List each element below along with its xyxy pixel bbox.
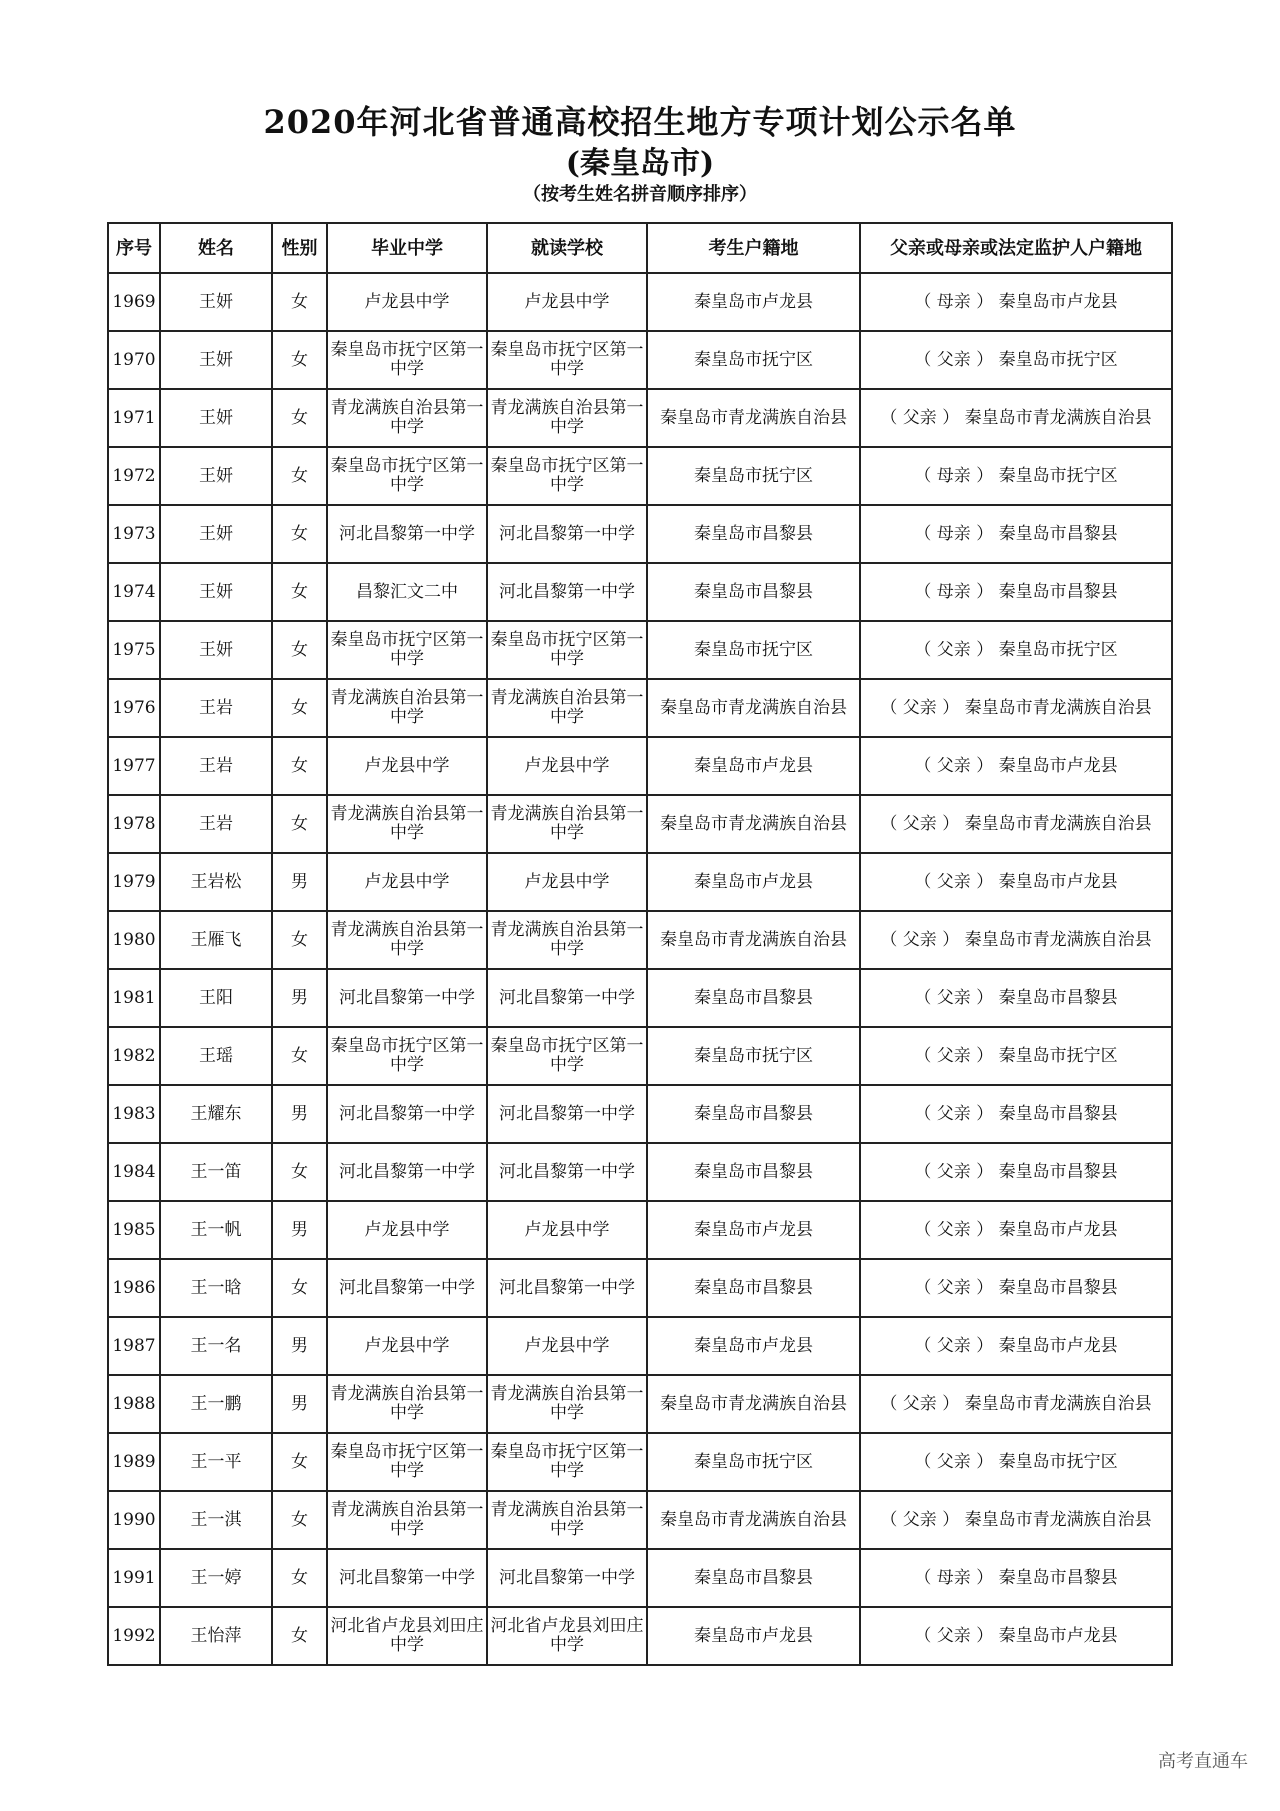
table-header-row: [108, 223, 1172, 273]
cell-name: 王雁飞: [160, 911, 272, 969]
cell-name: 王一平: [160, 1433, 272, 1491]
cell-student-residence: 秦皇岛市卢龙县: [647, 737, 860, 795]
cell-student-residence: 秦皇岛市昌黎县: [647, 505, 860, 563]
cell-graduation-school: 河北省卢龙县刘田庄中学: [327, 1607, 487, 1665]
cell-current-school: 河北昌黎第一中学: [487, 505, 647, 563]
cell-gender: 男: [272, 1085, 327, 1143]
cell-student-residence: 秦皇岛市青龙满族自治县: [647, 679, 860, 737]
cell-current-school: 青龙满族自治县第一中学: [487, 795, 647, 853]
cell-seq: 1989: [108, 1433, 160, 1491]
cell-current-school: 秦皇岛市抚宁区第一中学: [487, 1027, 647, 1085]
header-name: 姓名: [160, 223, 272, 273]
cell-guardian-residence: （ 父亲 ） 秦皇岛市卢龙县: [860, 1317, 1172, 1375]
cell-student-residence: 秦皇岛市抚宁区: [647, 621, 860, 679]
cell-gender: 女: [272, 737, 327, 795]
cell-graduation-school: 卢龙县中学: [327, 1317, 487, 1375]
cell-name: 王怡萍: [160, 1607, 272, 1665]
cell-gender: 女: [272, 621, 327, 679]
cell-name: 王妍: [160, 389, 272, 447]
table-row: [108, 969, 1172, 1027]
cell-guardian-residence: （ 母亲 ） 秦皇岛市抚宁区: [860, 447, 1172, 505]
cell-student-residence: 秦皇岛市抚宁区: [647, 1433, 860, 1491]
cell-student-residence: 秦皇岛市昌黎县: [647, 1143, 860, 1201]
cell-seq: 1979: [108, 853, 160, 911]
cell-guardian-residence: （ 父亲 ） 秦皇岛市青龙满族自治县: [860, 911, 1172, 969]
cell-graduation-school: 青龙满族自治县第一中学: [327, 795, 487, 853]
cell-name: 王岩: [160, 679, 272, 737]
cell-guardian-residence: （ 父亲 ） 秦皇岛市青龙满族自治县: [860, 679, 1172, 737]
cell-guardian-residence: （ 父亲 ） 秦皇岛市卢龙县: [860, 1607, 1172, 1665]
roster-table: [107, 222, 1173, 1666]
table-row: [108, 447, 1172, 505]
cell-guardian-residence: （ 父亲 ） 秦皇岛市昌黎县: [860, 1143, 1172, 1201]
table-row: [108, 331, 1172, 389]
cell-guardian-residence: （ 父亲 ） 秦皇岛市青龙满族自治县: [860, 389, 1172, 447]
cell-seq: 1977: [108, 737, 160, 795]
table-row: [108, 1549, 1172, 1607]
cell-student-residence: 秦皇岛市卢龙县: [647, 853, 860, 911]
cell-seq: 1976: [108, 679, 160, 737]
cell-guardian-residence: （ 母亲 ） 秦皇岛市昌黎县: [860, 563, 1172, 621]
cell-seq: 1973: [108, 505, 160, 563]
cell-graduation-school: 青龙满族自治县第一中学: [327, 1375, 487, 1433]
cell-name: 王妍: [160, 447, 272, 505]
table-row: [108, 389, 1172, 447]
cell-current-school: 河北昌黎第一中学: [487, 1259, 647, 1317]
cell-guardian-residence: （ 父亲 ） 秦皇岛市昌黎县: [860, 1259, 1172, 1317]
cell-current-school: 秦皇岛市抚宁区第一中学: [487, 331, 647, 389]
cell-student-residence: 秦皇岛市昌黎县: [647, 969, 860, 1027]
cell-graduation-school: 秦皇岛市抚宁区第一中学: [327, 1433, 487, 1491]
sort-note: （按考生姓名拼音顺序排序）: [523, 184, 757, 205]
cell-student-residence: 秦皇岛市卢龙县: [647, 273, 860, 331]
cell-gender: 女: [272, 273, 327, 331]
cell-student-residence: 秦皇岛市青龙满族自治县: [647, 389, 860, 447]
cell-current-school: 青龙满族自治县第一中学: [487, 679, 647, 737]
cell-gender: 女: [272, 1549, 327, 1607]
table-row: [108, 505, 1172, 563]
cell-current-school: 卢龙县中学: [487, 853, 647, 911]
cell-gender: 女: [272, 505, 327, 563]
cell-seq: 1980: [108, 911, 160, 969]
cell-name: 王妍: [160, 505, 272, 563]
cell-guardian-residence: （ 父亲 ） 秦皇岛市抚宁区: [860, 621, 1172, 679]
header-current-school: 就读学校: [487, 223, 647, 273]
cell-name: 王一名: [160, 1317, 272, 1375]
cell-gender: 女: [272, 679, 327, 737]
cell-seq: 1991: [108, 1549, 160, 1607]
cell-name: 王阳: [160, 969, 272, 1027]
cell-seq: 1982: [108, 1027, 160, 1085]
cell-seq: 1974: [108, 563, 160, 621]
table-row: [108, 1259, 1172, 1317]
cell-gender: 女: [272, 563, 327, 621]
cell-gender: 女: [272, 1259, 327, 1317]
cell-name: 王一帆: [160, 1201, 272, 1259]
cell-current-school: 青龙满族自治县第一中学: [487, 1491, 647, 1549]
cell-graduation-school: 河北昌黎第一中学: [327, 1143, 487, 1201]
cell-graduation-school: 秦皇岛市抚宁区第一中学: [327, 1027, 487, 1085]
table-row: [108, 1375, 1172, 1433]
table-row: [108, 1143, 1172, 1201]
cell-gender: 男: [272, 1375, 327, 1433]
table-row: [108, 1607, 1172, 1665]
cell-current-school: 卢龙县中学: [487, 1317, 647, 1375]
cell-gender: 女: [272, 795, 327, 853]
cell-current-school: 河北昌黎第一中学: [487, 969, 647, 1027]
page-title: 2020年河北省普通高校招生地方专项计划公示名单: [263, 103, 1017, 141]
cell-current-school: 河北昌黎第一中学: [487, 1143, 647, 1201]
cell-graduation-school: 秦皇岛市抚宁区第一中学: [327, 621, 487, 679]
table-row: [108, 911, 1172, 969]
cell-seq: 1972: [108, 447, 160, 505]
cell-name: 王一笛: [160, 1143, 272, 1201]
cell-gender: 男: [272, 1201, 327, 1259]
cell-student-residence: 秦皇岛市卢龙县: [647, 1317, 860, 1375]
cell-gender: 男: [272, 969, 327, 1027]
cell-guardian-residence: （ 父亲 ） 秦皇岛市昌黎县: [860, 1085, 1172, 1143]
cell-name: 王妍: [160, 621, 272, 679]
page-subtitle: (秦皇岛市): [565, 146, 715, 181]
cell-name: 王岩: [160, 795, 272, 853]
cell-current-school: 秦皇岛市抚宁区第一中学: [487, 447, 647, 505]
cell-name: 王一淇: [160, 1491, 272, 1549]
cell-seq: 1969: [108, 273, 160, 331]
cell-guardian-residence: （ 父亲 ） 秦皇岛市抚宁区: [860, 1433, 1172, 1491]
cell-graduation-school: 河北昌黎第一中学: [327, 969, 487, 1027]
cell-guardian-residence: （ 父亲 ） 秦皇岛市抚宁区: [860, 1027, 1172, 1085]
table-row: [108, 795, 1172, 853]
cell-guardian-residence: （ 父亲 ） 秦皇岛市昌黎县: [860, 969, 1172, 1027]
cell-student-residence: 秦皇岛市卢龙县: [647, 1201, 860, 1259]
cell-student-residence: 秦皇岛市昌黎县: [647, 563, 860, 621]
cell-name: 王耀东: [160, 1085, 272, 1143]
cell-graduation-school: 秦皇岛市抚宁区第一中学: [327, 331, 487, 389]
cell-seq: 1990: [108, 1491, 160, 1549]
cell-graduation-school: 昌黎汇文二中: [327, 563, 487, 621]
cell-student-residence: 秦皇岛市抚宁区: [647, 1027, 860, 1085]
cell-name: 王一鹏: [160, 1375, 272, 1433]
cell-graduation-school: 青龙满族自治县第一中学: [327, 911, 487, 969]
cell-student-residence: 秦皇岛市青龙满族自治县: [647, 1491, 860, 1549]
cell-graduation-school: 河北昌黎第一中学: [327, 1085, 487, 1143]
watermark: 高考直通车: [1158, 1751, 1248, 1772]
cell-name: 王妍: [160, 563, 272, 621]
cell-guardian-residence: （ 母亲 ） 秦皇岛市昌黎县: [860, 505, 1172, 563]
cell-seq: 1983: [108, 1085, 160, 1143]
cell-gender: 女: [272, 447, 327, 505]
cell-seq: 1971: [108, 389, 160, 447]
cell-guardian-residence: （ 父亲 ） 秦皇岛市卢龙县: [860, 1201, 1172, 1259]
table-row: [108, 737, 1172, 795]
cell-student-residence: 秦皇岛市抚宁区: [647, 447, 860, 505]
cell-gender: 女: [272, 911, 327, 969]
cell-guardian-residence: （ 母亲 ） 秦皇岛市昌黎县: [860, 1549, 1172, 1607]
cell-gender: 男: [272, 853, 327, 911]
cell-name: 王一婷: [160, 1549, 272, 1607]
cell-graduation-school: 秦皇岛市抚宁区第一中学: [327, 447, 487, 505]
cell-name: 王妍: [160, 331, 272, 389]
cell-seq: 1985: [108, 1201, 160, 1259]
table-row: [108, 1491, 1172, 1549]
cell-student-residence: 秦皇岛市昌黎县: [647, 1085, 860, 1143]
cell-seq: 1987: [108, 1317, 160, 1375]
cell-seq: 1981: [108, 969, 160, 1027]
cell-graduation-school: 河北昌黎第一中学: [327, 1549, 487, 1607]
table-row: [108, 621, 1172, 679]
cell-guardian-residence: （ 母亲 ） 秦皇岛市卢龙县: [860, 273, 1172, 331]
cell-current-school: 卢龙县中学: [487, 273, 647, 331]
table-row: [108, 563, 1172, 621]
cell-seq: 1988: [108, 1375, 160, 1433]
cell-name: 王一晗: [160, 1259, 272, 1317]
cell-current-school: 秦皇岛市抚宁区第一中学: [487, 621, 647, 679]
header-gender: 性别: [272, 223, 327, 273]
cell-name: 王岩: [160, 737, 272, 795]
cell-student-residence: 秦皇岛市卢龙县: [647, 1607, 860, 1665]
cell-graduation-school: 卢龙县中学: [327, 1201, 487, 1259]
cell-gender: 男: [272, 1317, 327, 1375]
table-row: [108, 1317, 1172, 1375]
cell-guardian-residence: （ 父亲 ） 秦皇岛市抚宁区: [860, 331, 1172, 389]
cell-name: 王岩松: [160, 853, 272, 911]
cell-gender: 女: [272, 331, 327, 389]
cell-gender: 女: [272, 1433, 327, 1491]
cell-guardian-residence: （ 父亲 ） 秦皇岛市卢龙县: [860, 737, 1172, 795]
table-row: [108, 273, 1172, 331]
cell-seq: 1975: [108, 621, 160, 679]
table-row: [108, 679, 1172, 737]
cell-current-school: 河北昌黎第一中学: [487, 1549, 647, 1607]
cell-current-school: 河北昌黎第一中学: [487, 1085, 647, 1143]
cell-name: 王瑶: [160, 1027, 272, 1085]
cell-current-school: 卢龙县中学: [487, 1201, 647, 1259]
cell-student-residence: 秦皇岛市昌黎县: [647, 1549, 860, 1607]
header-graduation-school: 毕业中学: [327, 223, 487, 273]
cell-seq: 1986: [108, 1259, 160, 1317]
cell-name: 王妍: [160, 273, 272, 331]
cell-student-residence: 秦皇岛市昌黎县: [647, 1259, 860, 1317]
cell-guardian-residence: （ 父亲 ） 秦皇岛市青龙满族自治县: [860, 1375, 1172, 1433]
cell-seq: 1978: [108, 795, 160, 853]
cell-gender: 女: [272, 389, 327, 447]
table-row: [108, 1201, 1172, 1259]
cell-gender: 女: [272, 1491, 327, 1549]
cell-current-school: 青龙满族自治县第一中学: [487, 911, 647, 969]
cell-current-school: 青龙满族自治县第一中学: [487, 1375, 647, 1433]
cell-guardian-residence: （ 父亲 ） 秦皇岛市卢龙县: [860, 853, 1172, 911]
cell-gender: 女: [272, 1027, 327, 1085]
cell-current-school: 青龙满族自治县第一中学: [487, 389, 647, 447]
header-seq: 序号: [108, 223, 160, 273]
cell-student-residence: 秦皇岛市抚宁区: [647, 331, 860, 389]
header-student-residence: 考生户籍地: [647, 223, 860, 273]
cell-graduation-school: 河北昌黎第一中学: [327, 1259, 487, 1317]
table-row: [108, 1027, 1172, 1085]
cell-guardian-residence: （ 父亲 ） 秦皇岛市青龙满族自治县: [860, 1491, 1172, 1549]
cell-graduation-school: 青龙满族自治县第一中学: [327, 1491, 487, 1549]
table-body: [108, 273, 1172, 1665]
table-row: [108, 853, 1172, 911]
cell-student-residence: 秦皇岛市青龙满族自治县: [647, 1375, 860, 1433]
cell-seq: 1984: [108, 1143, 160, 1201]
cell-gender: 女: [272, 1143, 327, 1201]
cell-gender: 女: [272, 1607, 327, 1665]
cell-guardian-residence: （ 父亲 ） 秦皇岛市青龙满族自治县: [860, 795, 1172, 853]
cell-seq: 1970: [108, 331, 160, 389]
table-row: [108, 1085, 1172, 1143]
header-guardian-residence: 父亲或母亲或法定监护人户籍地: [860, 223, 1172, 273]
cell-current-school: 河北省卢龙县刘田庄中学: [487, 1607, 647, 1665]
cell-seq: 1992: [108, 1607, 160, 1665]
table-row: [108, 1433, 1172, 1491]
cell-current-school: 卢龙县中学: [487, 737, 647, 795]
cell-graduation-school: 卢龙县中学: [327, 853, 487, 911]
cell-graduation-school: 青龙满族自治县第一中学: [327, 389, 487, 447]
cell-graduation-school: 青龙满族自治县第一中学: [327, 679, 487, 737]
cell-student-residence: 秦皇岛市青龙满族自治县: [647, 795, 860, 853]
cell-graduation-school: 河北昌黎第一中学: [327, 505, 487, 563]
cell-current-school: 河北昌黎第一中学: [487, 563, 647, 621]
cell-current-school: 秦皇岛市抚宁区第一中学: [487, 1433, 647, 1491]
cell-graduation-school: 卢龙县中学: [327, 273, 487, 331]
cell-graduation-school: 卢龙县中学: [327, 737, 487, 795]
cell-student-residence: 秦皇岛市青龙满族自治县: [647, 911, 860, 969]
